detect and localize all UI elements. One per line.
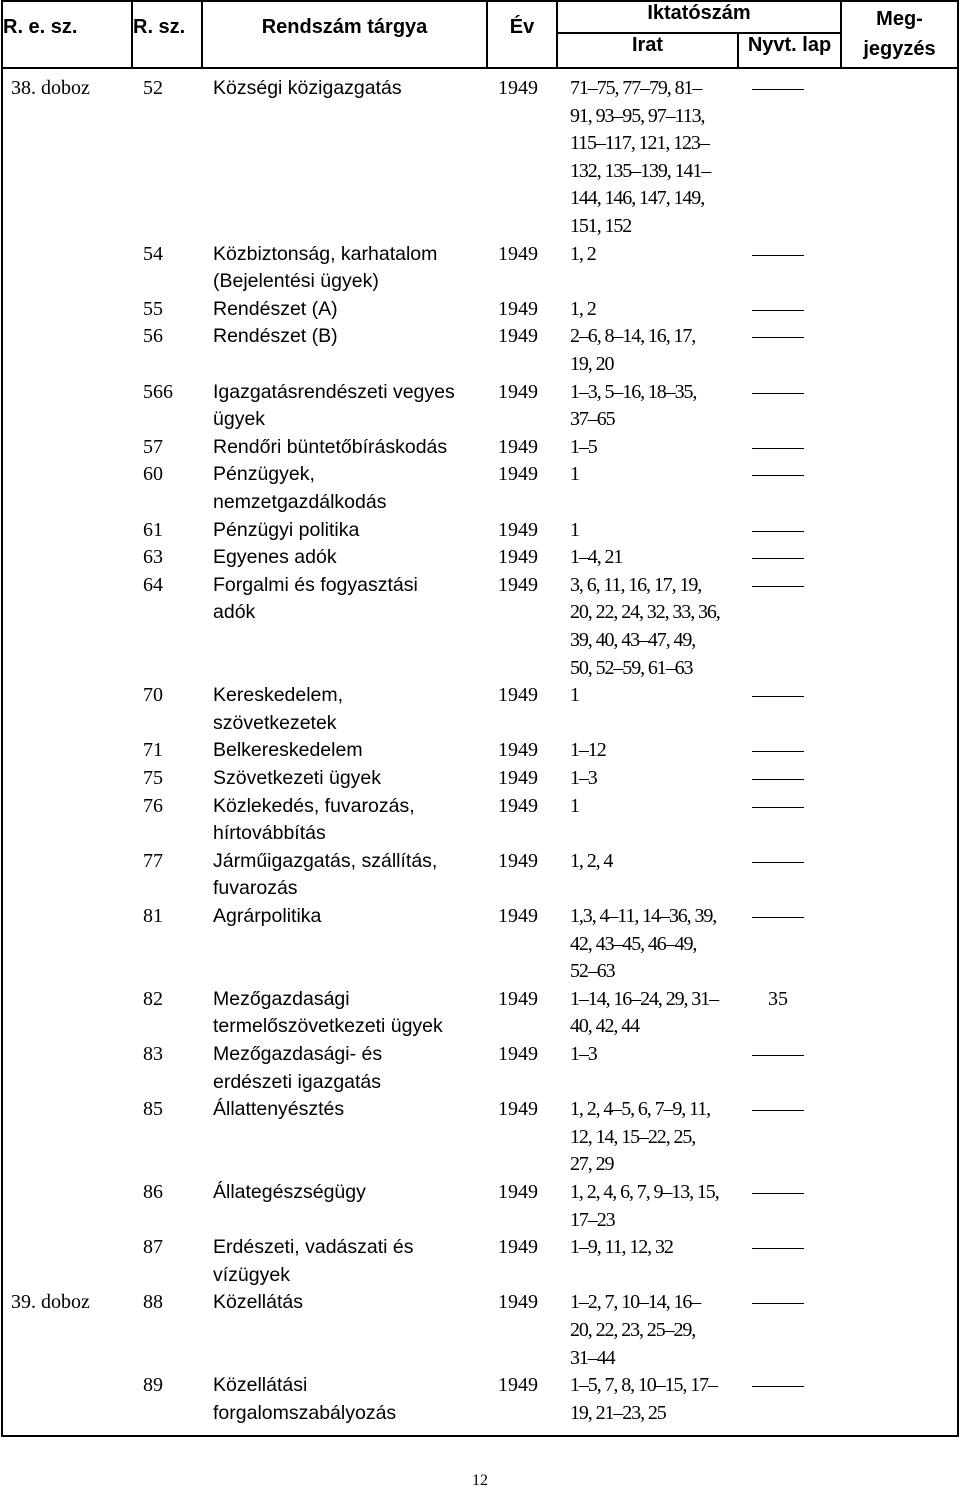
year-cell: 1949: [498, 297, 538, 320]
irat-cell: [570, 793, 746, 821]
subject-line: fuvarozás: [213, 877, 298, 900]
nyvt-lap-cell: [751, 75, 805, 103]
nyvt-lap-cell: [751, 572, 805, 600]
subject-line: Állattenyésztés: [213, 1098, 345, 1121]
subject-cell: [213, 793, 489, 848]
subject-line: termelőszövetkezeti ügyek: [213, 1015, 443, 1038]
irat-cell: [570, 296, 746, 324]
irat-line: 3, 6, 11, 16, 17, 19,: [570, 573, 702, 596]
subject-cell: [213, 1096, 489, 1124]
irat-line: 20, 22, 23, 25–29,: [570, 1318, 696, 1341]
nyvt-lap-cell: [751, 1289, 805, 1317]
empty-dash: [752, 1248, 804, 1249]
rsz-cell: 63: [143, 546, 163, 569]
irat-line: 91, 93–95, 97–113,: [570, 104, 705, 127]
doboz-cell: 39. doboz: [11, 1291, 90, 1314]
irat-line: 37–65: [570, 408, 615, 431]
empty-dash: [752, 1386, 804, 1387]
rsz-cell: 87: [143, 1236, 163, 1259]
empty-dash: [752, 558, 804, 559]
year-cell: 1949: [498, 739, 538, 762]
empty-dash: [752, 393, 804, 394]
irat-cell: [570, 434, 746, 462]
empty-dash: [752, 779, 804, 780]
subject-cell: [213, 75, 489, 103]
subject-line: Agrárpolitika: [213, 905, 322, 927]
empty-dash: [752, 751, 804, 752]
rsz-cell: 77: [143, 849, 163, 872]
irat-line: 1: [570, 463, 579, 486]
irat-line: 1, 2: [570, 297, 596, 320]
empty-dash: [752, 917, 804, 918]
irat-line: 52–63: [570, 960, 615, 983]
year-cell: 1949: [498, 1043, 538, 1065]
year-cell: 1949: [498, 573, 538, 596]
irat-cell: [570, 682, 746, 710]
subject-line: Rendőri büntetőbíráskodás: [213, 435, 448, 458]
irat-line: 31–44: [570, 1346, 615, 1369]
nyvt-lap-cell: [751, 379, 805, 407]
year-cell: 1949: [498, 242, 538, 265]
empty-dash: [752, 89, 804, 90]
col-header-rsz: R. sz.: [132, 1, 202, 68]
empty-dash: [752, 862, 804, 863]
irat-line: 1–4, 21: [570, 546, 623, 569]
irat-line: 1–14, 16–24, 29, 31–: [570, 987, 719, 1010]
rsz-cell: 61: [143, 518, 163, 541]
year-cell: 1949: [498, 77, 538, 99]
year-cell: 1949: [498, 684, 538, 707]
irat-cell: [570, 986, 746, 1041]
subject-line: Kereskedelem,: [213, 684, 344, 707]
nyvt-lap-cell: [751, 461, 805, 489]
irat-line: 40, 42, 44: [570, 1015, 640, 1038]
irat-line: 19, 20: [570, 352, 614, 375]
empty-dash: [752, 310, 804, 311]
irat-line: 151, 152: [570, 214, 632, 237]
irat-cell: [570, 1372, 746, 1427]
subject-line: hírtovábbítás: [213, 822, 326, 845]
year-cell: 1949: [498, 905, 538, 927]
subject-cell: [213, 1041, 489, 1096]
records-table: [1, 0, 959, 1437]
subject-line: (Bejelentési ügyek): [213, 270, 379, 293]
col-header-iktatoszam: Iktatószám: [557, 1, 841, 33]
rsz-cell: 56: [143, 325, 163, 348]
subject-cell: [213, 323, 489, 351]
irat-line: 1–9, 11, 12, 32: [570, 1236, 673, 1259]
irat-cell: [570, 461, 746, 489]
year-cell: 1949: [498, 518, 538, 541]
subject-line: nemzetgazdálkodás: [213, 490, 387, 513]
irat-line: 1, 2, 4–5, 6, 7–9, 11,: [570, 1098, 711, 1121]
rsz-cell: 52: [143, 77, 163, 99]
rsz-cell: 70: [143, 684, 163, 707]
subject-line: ügyek: [213, 408, 266, 431]
empty-dash: [752, 531, 804, 532]
subject-line: Közellátási: [213, 1374, 308, 1397]
subject-line: Rendészet (B): [213, 325, 338, 348]
nyvt-lap-cell: [751, 1041, 805, 1069]
subject-cell: [213, 765, 489, 793]
rsz-cell: 76: [143, 794, 163, 817]
irat-cell: [570, 848, 746, 876]
subject-cell: [213, 296, 489, 324]
empty-dash: [752, 337, 804, 338]
subject-line: Rendészet (A): [213, 297, 338, 320]
irat-cell: [570, 572, 746, 682]
irat-cell: [570, 1179, 746, 1234]
col-header-nyvt-lap: Nyvt. lap: [738, 33, 841, 68]
subject-cell: [213, 903, 489, 931]
subject-cell: [213, 379, 489, 434]
subject-cell: [213, 572, 489, 627]
subject-line: Mezőgazdasági: [213, 987, 350, 1010]
year-cell: 1949: [498, 463, 538, 486]
subject-line: Közbiztonság, karhatalom: [213, 242, 438, 265]
subject-cell: [213, 517, 489, 545]
col-header-note: [841, 1, 958, 68]
year-cell: 1949: [498, 849, 538, 872]
irat-line: 144, 146, 147, 149,: [570, 187, 705, 210]
irat-cell: [570, 1289, 746, 1372]
empty-dash: [752, 696, 804, 697]
subject-cell: [213, 461, 489, 516]
irat-line: 1–5: [570, 435, 597, 458]
irat-cell: [570, 1096, 746, 1179]
nyvt-lap-cell: [751, 903, 805, 931]
subject-line: Mezőgazdasági- és: [213, 1043, 383, 1065]
year-cell: 1949: [498, 546, 538, 569]
subject-cell: [213, 241, 489, 296]
subject-line: Közellátás: [213, 1291, 303, 1314]
rsz-cell: 71: [143, 739, 163, 762]
irat-line: 39, 40, 43–47, 49,: [570, 628, 696, 651]
note-header-bottom: jegyzés: [863, 38, 936, 60]
irat-line: 1–3: [570, 767, 597, 789]
empty-dash: [752, 1055, 804, 1056]
rsz-cell: 83: [143, 1043, 163, 1065]
nyvt-lap-cell: 35: [768, 987, 788, 1010]
col-header-year: Év: [487, 1, 557, 68]
nyvt-lap-cell: [751, 296, 805, 324]
irat-cell: [570, 517, 746, 545]
year-cell: 1949: [498, 767, 538, 789]
irat-line: 50, 52–59, 61–63: [570, 656, 693, 679]
nyvt-lap-cell: [751, 765, 805, 793]
year-cell: 1949: [498, 1181, 538, 1203]
irat-line: 1–5, 7, 8, 10–15, 17–: [570, 1374, 717, 1397]
irat-line: 1: [570, 518, 579, 541]
subject-line: Forgalmi és fogyasztási: [213, 573, 418, 596]
irat-cell: [570, 544, 746, 572]
rsz-cell: 55: [143, 297, 163, 320]
irat-line: 1–12: [570, 739, 606, 762]
rsz-cell: 86: [143, 1181, 163, 1203]
irat-line: 2–6, 8–14, 16, 17,: [570, 325, 696, 348]
subject-line: vízügyek: [213, 1263, 290, 1286]
empty-dash: [752, 807, 804, 808]
year-cell: 1949: [498, 380, 538, 403]
col-header-subject: Rendszám tárgya: [202, 1, 487, 68]
subject-line: Községi közigazgatás: [213, 77, 402, 99]
subject-cell: [213, 1372, 489, 1427]
irat-line: 19, 21–23, 25: [570, 1401, 666, 1424]
body-row: [2, 68, 958, 1436]
rsz-cell: 89: [143, 1374, 163, 1397]
nyvt-lap-cell: [751, 793, 805, 821]
page-number: 12: [472, 1472, 488, 1489]
rsz-cell: 54: [143, 242, 163, 265]
subject-line: Igazgatásrendészeti vegyes: [213, 380, 455, 403]
year-cell: 1949: [498, 325, 538, 348]
irat-cell: [570, 903, 746, 986]
rsz-cell: 64: [143, 573, 163, 596]
subject-cell: [213, 682, 489, 737]
irat-cell: [570, 1041, 746, 1069]
subject-cell: [213, 1179, 489, 1207]
subject-cell: [213, 544, 489, 572]
irat-cell: [570, 241, 746, 269]
irat-line: 1,3, 4–11, 14–36, 39,: [570, 905, 717, 927]
subject-line: Erdészeti, vadászati és: [213, 1236, 414, 1259]
irat-line: 1–3: [570, 1043, 597, 1065]
irat-line: 1–2, 7, 10–14, 16–: [570, 1291, 701, 1314]
irat-line: 1: [570, 684, 579, 707]
irat-cell: [570, 323, 746, 378]
irat-line: 1: [570, 794, 579, 817]
empty-dash: [752, 586, 804, 587]
nyvt-lap-cell: [751, 1096, 805, 1124]
nyvt-lap-cell: [751, 241, 805, 269]
rsz-cell: 57: [143, 435, 163, 458]
col-header-doboz: R. e. sz.: [2, 1, 132, 68]
irat-line: 71–75, 77–79, 81–: [570, 77, 702, 99]
irat-line: 27, 29: [570, 1153, 614, 1176]
subject-line: Szövetkezeti ügyek: [213, 767, 382, 789]
doboz-cell: 38. doboz: [11, 77, 90, 99]
subject-line: Egyenes adók: [213, 546, 337, 569]
rsz-cell: 60: [143, 463, 163, 486]
year-cell: 1949: [498, 1374, 538, 1397]
irat-line: 42, 43–45, 46–49,: [570, 932, 697, 955]
rsz-cell: 566: [143, 380, 173, 403]
nyvt-lap-cell: [751, 848, 805, 876]
irat-line: 1, 2, 4: [570, 849, 613, 872]
empty-dash: [752, 475, 804, 476]
rsz-cell: 85: [143, 1098, 163, 1121]
year-cell: 1949: [498, 987, 538, 1010]
year-cell: 1949: [498, 1291, 538, 1314]
year-cell: 1949: [498, 1236, 538, 1259]
empty-dash: [752, 1110, 804, 1111]
irat-line: 115–117, 121, 123–: [570, 132, 709, 155]
subject-line: Pénzügyi politika: [213, 518, 360, 541]
nyvt-lap-cell: [751, 1179, 805, 1207]
subject-line: adók: [213, 601, 256, 624]
subject-cell: [213, 986, 489, 1041]
subject-cell: [213, 1234, 489, 1289]
rsz-cell: 82: [143, 987, 163, 1010]
empty-dash: [752, 448, 804, 449]
irat-cell: [570, 1234, 746, 1262]
subject-cell: [213, 848, 489, 903]
nyvt-lap-cell: [751, 434, 805, 462]
year-cell: 1949: [498, 1098, 538, 1121]
nyvt-lap-cell: [751, 544, 805, 572]
subject-line: Járműigazgatás, szállítás,: [213, 849, 438, 872]
subject-line: forgalomszabályozás: [213, 1401, 397, 1424]
subject-line: Közlekedés, fuvarozás,: [213, 794, 415, 817]
rsz-cell: 75: [143, 767, 163, 789]
irat-line: 17–23: [570, 1208, 615, 1231]
irat-line: 12, 14, 15–22, 25,: [570, 1125, 696, 1148]
nyvt-lap-cell: [751, 1234, 805, 1262]
irat-line: 1, 2, 4, 6, 7, 9–13, 15,: [570, 1181, 719, 1203]
rsz-cell: 88: [143, 1291, 163, 1314]
nyvt-lap-cell: [751, 517, 805, 545]
irat-cell: [570, 75, 746, 241]
nyvt-lap-cell: [751, 1372, 805, 1400]
irat-line: 1–3, 5–16, 18–35,: [570, 380, 697, 403]
nyvt-lap-cell: [751, 682, 805, 710]
empty-dash: [752, 1303, 804, 1304]
irat-cell: [570, 765, 746, 793]
header-row: [2, 1, 958, 33]
empty-dash: [752, 255, 804, 256]
subject-cell: [213, 1289, 489, 1317]
irat-cell: [570, 379, 746, 434]
empty-dash: [752, 1193, 804, 1194]
subject-cell: [213, 434, 489, 462]
subject-line: Állategészségügy: [213, 1181, 366, 1203]
irat-line: 1, 2: [570, 242, 596, 265]
subject-cell: [213, 737, 489, 765]
note-header-top: Meg-: [876, 8, 923, 30]
subject-line: Belkereskedelem: [213, 739, 363, 762]
irat-line: 20, 22, 24, 32, 33, 36,: [570, 601, 720, 624]
subject-line: erdészeti igazgatás: [213, 1070, 382, 1093]
subject-line: szövetkezetek: [213, 711, 337, 734]
irat-cell: [570, 737, 746, 765]
nyvt-lap-cell: [751, 737, 805, 765]
year-cell: 1949: [498, 435, 538, 458]
col-header-irat: Irat: [557, 33, 738, 68]
entries-cell: [2, 68, 958, 1436]
nyvt-lap-cell: [751, 323, 805, 351]
year-cell: 1949: [498, 794, 538, 817]
irat-line: 132, 135–139, 141–: [570, 159, 711, 182]
subject-line: Pénzügyek,: [213, 463, 315, 486]
rsz-cell: 81: [143, 905, 163, 927]
